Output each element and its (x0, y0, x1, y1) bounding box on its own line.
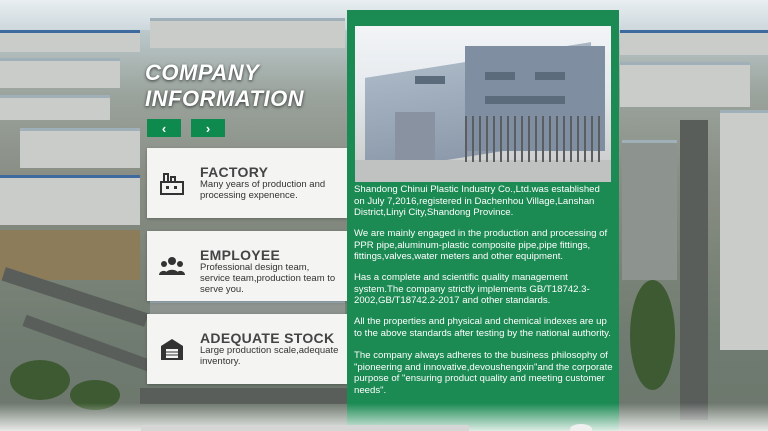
building (0, 175, 140, 225)
company-info-panel (347, 10, 619, 431)
panel-paragraph-4: All the properties and physical and chemical indexes are up to the above standards after testing by the national authority. (354, 316, 611, 339)
panel-paragraph-1: Shandong Chinui Plastic Industry Co.,Ltd.was established on July 7,2016,registered in Dachenhou Village,Lanshan District,Linyi City,Shandong Province. (354, 184, 600, 218)
building (20, 128, 140, 168)
factory-window (415, 76, 445, 84)
road (680, 120, 708, 420)
pager-dot[interactable] (570, 424, 592, 431)
building (620, 62, 750, 107)
building (622, 140, 677, 280)
building (720, 110, 768, 350)
road (140, 388, 350, 404)
card-title: FACTORY (200, 164, 269, 180)
building (0, 30, 140, 52)
card-employee (147, 231, 347, 301)
card-text: Professional design team, service team,production team to serve you. (200, 262, 336, 295)
title-line-2: INFORMATION (145, 86, 305, 111)
building (620, 30, 768, 55)
chevron-right-icon: › (205, 120, 211, 136)
building (0, 58, 120, 88)
employee-icon (159, 253, 185, 279)
card-title: EMPLOYEE (200, 247, 281, 263)
factory-window (535, 72, 565, 80)
page-title (145, 60, 304, 112)
factory-icon (159, 170, 185, 196)
card-stock (147, 314, 347, 384)
card-factory (147, 148, 347, 218)
building (0, 95, 110, 120)
card-title: ADEQUATE STOCK (200, 330, 335, 346)
building (150, 18, 345, 48)
chevron-left-icon: ‹ (161, 120, 167, 136)
warehouse-icon (159, 336, 185, 362)
factory-photo (355, 26, 611, 182)
card-text: Many years of production and processing expenence. (200, 179, 326, 201)
panel-paragraph-3: Has a complete and scientific quality management system.The company strictly implements GB/T18742.3-2002,GB/T18742.2-2017 and other standards. (354, 272, 590, 306)
factory-gate (465, 116, 605, 162)
panel-paragraph-2: We are mainly engaged in the production and processing of PPR pipe,aluminum-plastic composite pipe,pipe fittings, fittings,valves,water meters and other equipment. (354, 228, 608, 262)
card-text: Large production scale,adequate inventory. (200, 345, 339, 367)
title-line-1: COMPANY (145, 60, 260, 85)
horizontal-scrollbar[interactable] (141, 425, 469, 431)
trees (10, 360, 70, 400)
next-button[interactable] (191, 119, 225, 137)
trees (630, 280, 675, 390)
factory-window (485, 96, 565, 104)
factory-door (395, 112, 435, 160)
ground (355, 160, 611, 182)
factory-window (485, 72, 515, 80)
panel-paragraph-5: The company always adheres to the business philosophy of "pioneering and innovative,devoushengxin"and the corporate purpose of "ensuring product quality and meeting customer needs". (354, 350, 613, 396)
prev-button[interactable] (147, 119, 181, 137)
